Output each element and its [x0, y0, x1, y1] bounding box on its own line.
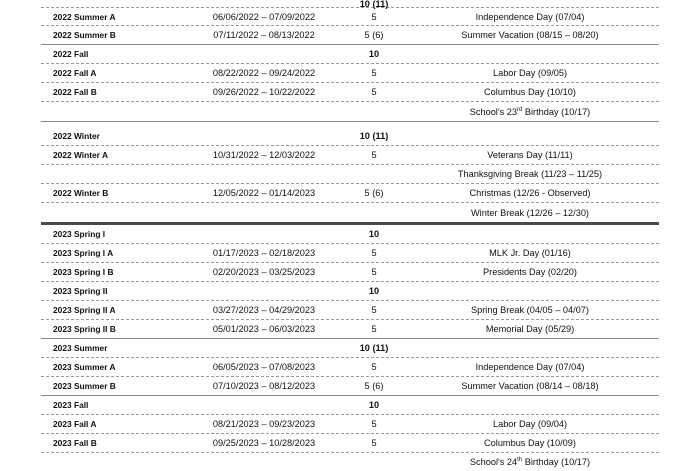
calendar-row	[41, 263, 659, 282]
term-weeks: 5	[371, 68, 377, 78]
calendar-row	[41, 64, 659, 83]
term-name: 2022 Summer B	[53, 30, 116, 40]
term-name: 2023 Spring II A	[53, 305, 116, 315]
holiday: Veterans Day (11/11)	[487, 150, 573, 160]
term-name: 2022 Fall	[53, 49, 89, 59]
term-weeks: 10	[368, 229, 380, 239]
calendar-row	[41, 396, 659, 415]
calendar-row	[41, 0, 659, 8]
term-name: 2023 Spring I A	[53, 248, 114, 258]
term-weeks: 5 (6)	[364, 30, 384, 40]
term-name: 2023 Spring I B	[53, 267, 114, 277]
term-weeks: 5	[371, 419, 377, 429]
term-weeks: 5 (6)	[364, 188, 384, 198]
term-name: 2023 Summer B	[53, 381, 116, 391]
term-dates: 02/20/2023 – 03/25/2023	[212, 267, 316, 277]
holiday: Memorial Day (05/29)	[485, 324, 575, 334]
calendar-row	[41, 415, 659, 434]
term-weeks: 10 (11)	[359, 343, 389, 353]
holiday: Columbus Day (10/10)	[484, 87, 576, 97]
term-name: 2023 Fall B	[53, 438, 97, 448]
calendar-row	[41, 203, 659, 225]
calendar-row	[41, 146, 659, 165]
calendar-row	[41, 453, 659, 471]
calendar-row	[41, 282, 659, 301]
calendar-row	[41, 45, 659, 64]
calendar-row	[41, 165, 659, 184]
holiday: Summer Vacation (08/15 – 08/20)	[461, 30, 599, 40]
holiday: Christmas (12/26 - Observed)	[469, 188, 591, 198]
calendar-row	[41, 320, 659, 339]
term-weeks: 5	[371, 324, 377, 334]
term-weeks: 10	[368, 286, 380, 296]
term-weeks: 5	[371, 11, 377, 22]
holiday: Labor Day (09/04)	[492, 419, 568, 429]
term-weeks: 10 (11)	[359, 131, 389, 141]
holiday: Presidents Day (02/20)	[483, 267, 577, 277]
term-name: 2023 Fall A	[53, 419, 97, 429]
holiday: Thanksgiving Break (11/23 – 11/25)	[457, 169, 603, 179]
term-weeks: 5	[371, 87, 377, 97]
calendar-row	[41, 244, 659, 263]
term-name: 2022 Winter B	[53, 188, 109, 198]
calendar-row	[41, 184, 659, 203]
calendar-row	[41, 26, 659, 45]
academic-calendar-table	[41, 0, 659, 471]
term-name: 2022 Summer A	[53, 11, 116, 22]
calendar-row	[41, 301, 659, 320]
term-weeks: 10 (11)	[359, 0, 389, 9]
term-dates: 08/21/2023 – 09/23/2023	[212, 419, 316, 429]
term-name: 2023 Spring II B	[53, 324, 116, 334]
term-weeks: 10	[368, 49, 380, 59]
term-weeks: 5	[371, 362, 377, 372]
term-weeks: 5	[371, 248, 377, 258]
term-name: 2023 Fall	[53, 400, 89, 410]
calendar-row	[41, 225, 659, 244]
term-dates: 12/05/2022 – 01/14/2023	[212, 188, 316, 198]
calendar-row	[41, 8, 659, 26]
holiday: Labor Day (09/05)	[492, 68, 568, 78]
calendar-row	[41, 358, 659, 377]
term-dates: 07/11/2022 – 08/13/2022	[213, 30, 315, 40]
term-dates: 09/25/2023 – 10/28/2023	[212, 438, 316, 448]
ordinal-suffix: rd	[516, 106, 523, 113]
holiday: Summer Vacation (08/14 – 08/18)	[461, 381, 599, 391]
term-dates: 05/01/2023 – 06/03/2023	[212, 324, 316, 334]
calendar-row	[41, 102, 659, 122]
calendar-row	[41, 339, 659, 358]
term-weeks: 5	[371, 438, 377, 448]
term-weeks: 5 (6)	[364, 381, 384, 391]
term-name: 2022 Winter A	[53, 150, 109, 160]
term-name: 2022 Fall A	[53, 68, 97, 78]
term-weeks: 5	[371, 305, 377, 315]
holiday: Spring Break (04/05 – 04/07)	[471, 305, 589, 315]
term-name: 2022 Fall B	[53, 87, 97, 97]
calendar-row	[41, 377, 659, 396]
term-dates: 09/26/2022 – 10/22/2022	[212, 87, 316, 97]
term-name: 2023 Spring II	[53, 286, 108, 296]
term-name: 2023 Summer	[53, 343, 108, 353]
term-dates: 03/27/2023 – 04/29/2023	[212, 305, 316, 315]
calendar-row	[41, 434, 659, 453]
calendar-row	[41, 127, 659, 146]
holiday: Independence Day (07/04)	[475, 11, 585, 22]
term-dates: 08/22/2022 – 09/24/2022	[212, 68, 316, 78]
term-name: 2023 Summer A	[53, 362, 116, 372]
calendar-row	[41, 83, 659, 102]
holiday: Winter Break (12/26 – 12/30)	[471, 207, 589, 218]
term-dates: 01/17/2023 – 02/18/2023	[212, 248, 316, 258]
term-dates: 07/10/2023 – 08/12/2023	[212, 381, 316, 391]
term-dates: 06/05/2023 – 07/08/2023	[212, 362, 316, 372]
holiday: MLK Jr. Day (01/16)	[489, 248, 571, 258]
term-name: 2022 Winter	[53, 131, 100, 141]
term-dates: 06/06/2022 – 07/09/2022	[212, 11, 316, 22]
term-dates: 10/31/2022 – 12/03/2022	[212, 150, 316, 160]
term-weeks: 10	[368, 400, 380, 410]
holiday: School's 23rd Birthday (10/17)	[469, 106, 591, 117]
term-weeks: 5	[371, 150, 377, 160]
holiday: Columbus Day (10/09)	[484, 438, 576, 448]
term-name: 2023 Spring I	[53, 229, 106, 239]
ordinal-suffix: th	[517, 456, 523, 463]
holiday: Independence Day (07/04)	[475, 362, 585, 372]
term-weeks: 5	[371, 267, 377, 277]
holiday: School's 24th Birthday (10/17)	[469, 456, 591, 467]
